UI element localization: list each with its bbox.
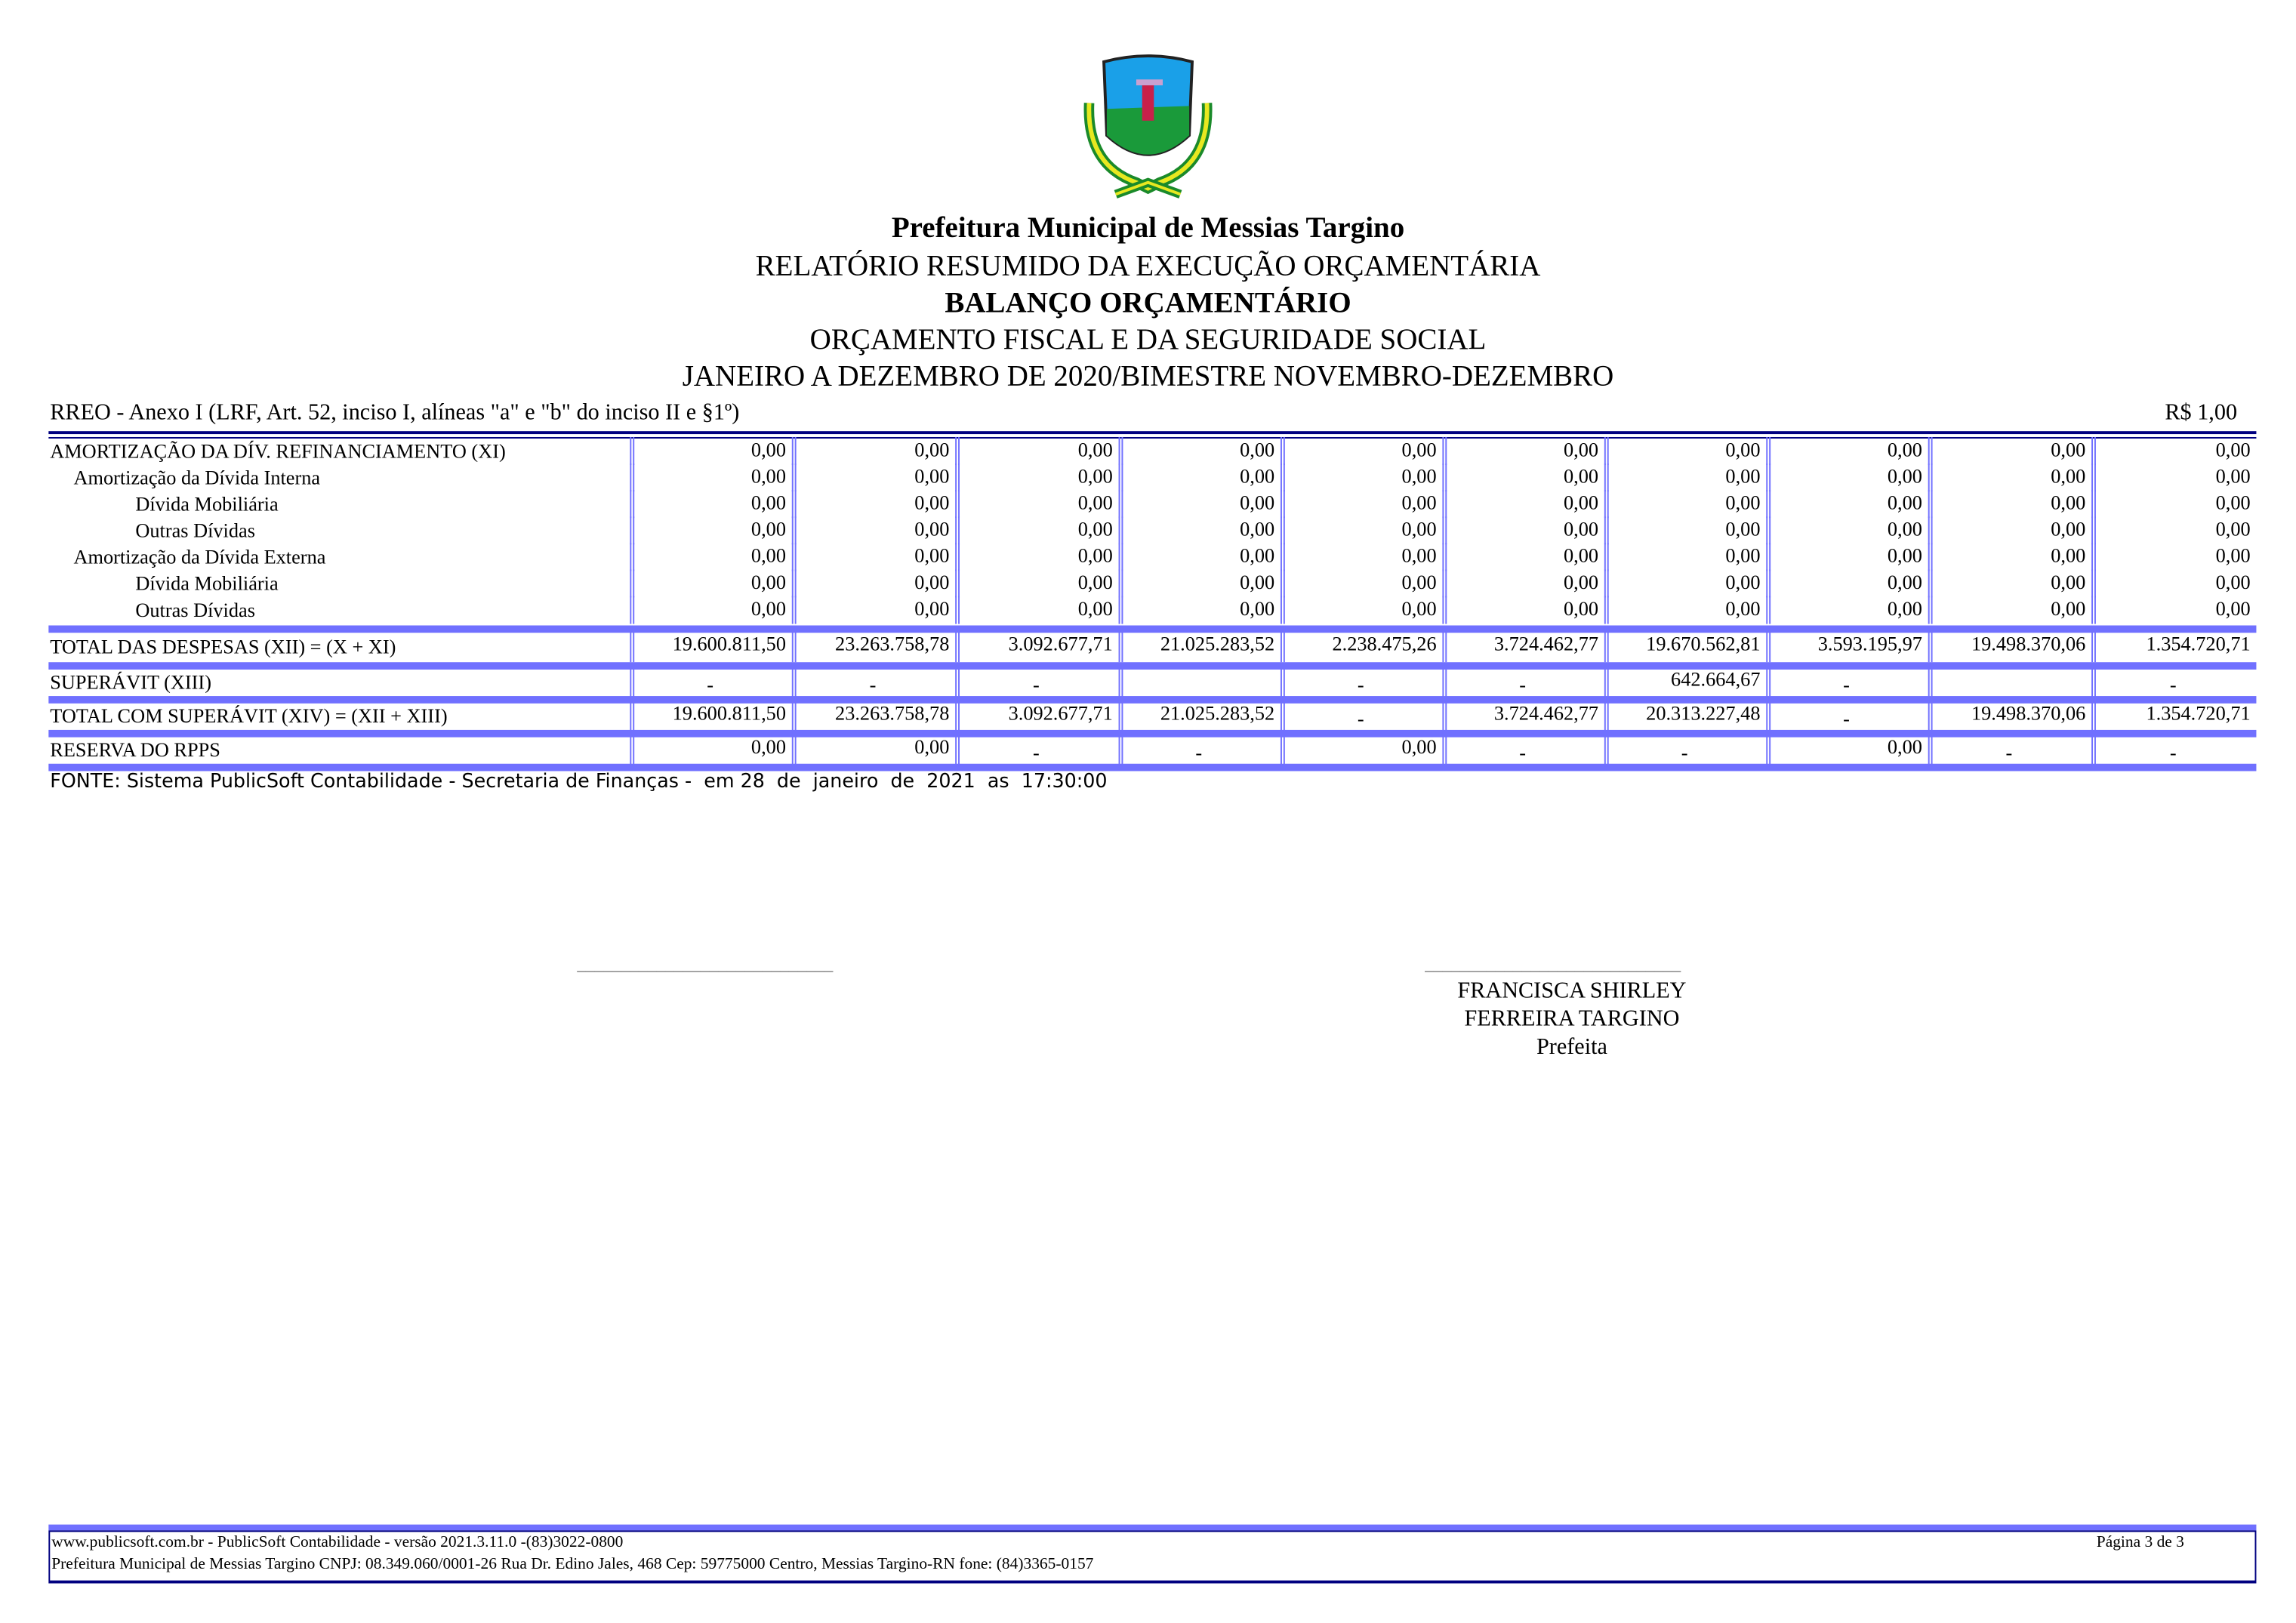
- value-cell: 0,00: [1119, 569, 1281, 597]
- footer-page-number: Página 3 de 3: [2096, 1533, 2184, 1551]
- signatory-role: Prefeita: [1536, 1034, 1607, 1060]
- value-cell: 0,00: [2091, 569, 2256, 597]
- value-cell: 0,00: [1766, 463, 1928, 491]
- value-cell: -: [1604, 735, 1766, 765]
- value-cell: 0,00: [1119, 596, 1281, 624]
- value-cell: 0,00: [2091, 516, 2256, 544]
- value-cell: 0,00: [1604, 543, 1766, 571]
- value-cell: 0,00: [1604, 437, 1766, 465]
- value-cell: 0,00: [1442, 543, 1604, 571]
- row-label: Outras Dívidas: [135, 519, 255, 542]
- value-cell: -: [792, 667, 955, 698]
- value-cell: 0,00: [1766, 735, 1928, 765]
- value-cell: -: [1928, 735, 2091, 765]
- value-cell: 0,00: [792, 569, 955, 597]
- value-cell: 0,00: [955, 596, 1118, 624]
- value-cell: -: [1281, 701, 1442, 731]
- value-cell: 0,00: [1119, 543, 1281, 571]
- value-cell: 19.498.370,06: [1928, 631, 2091, 662]
- value-cell: 0,00: [1119, 463, 1281, 491]
- value-cell: 0,00: [1766, 516, 1928, 544]
- value-cell: 0,00: [1928, 437, 2091, 465]
- footer-box: [48, 1530, 2256, 1583]
- value-cell: 0,00: [630, 569, 791, 597]
- value-cell: 0,00: [1604, 516, 1766, 544]
- value-cell: 3.724.462,77: [1442, 701, 1604, 731]
- value-cell: 0,00: [630, 516, 791, 544]
- row-label: Amortização da Dívida Externa: [73, 546, 326, 568]
- value-cell: 0,00: [1442, 516, 1604, 544]
- value-cell: 0,00: [1442, 437, 1604, 465]
- row-label: SUPERÁVIT (XIII): [50, 670, 211, 694]
- value-cell: [1119, 667, 1281, 698]
- row-label: RESERVA DO RPPS: [50, 738, 220, 761]
- value-cell: 0,00: [1442, 490, 1604, 518]
- value-cell: 0,00: [792, 437, 955, 465]
- value-cell: -: [630, 667, 791, 698]
- report-name: RELATÓRIO RESUMIDO DA EXECUÇÃO ORÇAMENTÁRIA: [755, 250, 1541, 283]
- value-cell: 0,00: [1119, 490, 1281, 518]
- value-cell: -: [1766, 701, 1928, 731]
- report-scope: ORÇAMENTO FISCAL E DA SEGURIDADE SOCIAL: [809, 323, 1487, 356]
- value-cell: 0,00: [1281, 490, 1442, 518]
- value-cell: 0,00: [955, 437, 1118, 465]
- signature-line-left: _____________________________: [577, 953, 834, 975]
- value-cell: 21.025.283,52: [1119, 701, 1281, 731]
- signature-line-right: _____________________________: [1425, 953, 1681, 975]
- value-cell: 0,00: [630, 490, 791, 518]
- row-label: TOTAL DAS DESPESAS (XII) = (X + XI): [50, 636, 396, 658]
- value-cell: 0,00: [1604, 596, 1766, 624]
- value-cell: 0,00: [1766, 569, 1928, 597]
- value-cell: 23.263.758,78: [792, 701, 955, 731]
- row-label: Dívida Mobiliária: [135, 572, 279, 595]
- value-cell: 0,00: [1281, 735, 1442, 765]
- value-cell: 20.313.227,48: [1604, 701, 1766, 731]
- signatory-name-line1: FRANCISCA SHIRLEY: [1457, 978, 1687, 1004]
- value-cell: 3.724.462,77: [1442, 631, 1604, 662]
- row-label: Dívida Mobiliária: [135, 493, 279, 516]
- footer-address: Prefeitura Municipal de Messias Targino CNPJ: 08.349.060/0001-26 Rua Dr. Edino Jales, 468 Cep: 59775000 Centro, Messias Targino-RN fone: (84)3365-0157: [51, 1555, 1094, 1573]
- value-cell: 0,00: [630, 463, 791, 491]
- value-cell: 642.664,67: [1604, 667, 1766, 698]
- source-note: FONTE: Sistema PublicSoft Contabilidade - Secretaria de Finanças - em 28 de janeiro de 2021 as 17:30:00: [50, 771, 1108, 793]
- value-cell: 3.593.195,97: [1766, 631, 1928, 662]
- value-cell: 0,00: [2091, 596, 2256, 624]
- value-cell: -: [1281, 667, 1442, 698]
- value-cell: 0,00: [955, 569, 1118, 597]
- value-cell: 0,00: [1604, 569, 1766, 597]
- value-cell: -: [955, 735, 1118, 765]
- value-cell: 0,00: [1928, 596, 2091, 624]
- value-cell: 0,00: [1928, 569, 2091, 597]
- value-cell: -: [1442, 667, 1604, 698]
- value-cell: 0,00: [1281, 596, 1442, 624]
- value-cell: 23.263.758,78: [792, 631, 955, 662]
- value-cell: 0,00: [955, 516, 1118, 544]
- value-cell: 0,00: [1442, 569, 1604, 597]
- value-cell: 19.600.811,50: [630, 631, 791, 662]
- value-cell: 0,00: [630, 543, 791, 571]
- value-cell: 0,00: [1928, 516, 2091, 544]
- value-cell: 0,00: [1766, 596, 1928, 624]
- value-cell: 0,00: [1766, 490, 1928, 518]
- value-cell: 0,00: [792, 490, 955, 518]
- value-cell: 0,00: [1119, 516, 1281, 544]
- value-cell: -: [2091, 667, 2256, 698]
- signatory-block: [1351, 977, 1793, 1061]
- value-cell: 0,00: [1928, 543, 2091, 571]
- value-cell: -: [1442, 735, 1604, 765]
- value-cell: 1.354.720,71: [2091, 701, 2256, 731]
- value-cell: 0,00: [1442, 463, 1604, 491]
- value-cell: 0,00: [2091, 463, 2256, 491]
- value-cell: 0,00: [792, 735, 955, 765]
- value-cell: 0,00: [630, 437, 791, 465]
- value-cell: 1.354.720,71: [2091, 631, 2256, 662]
- value-cell: 0,00: [792, 543, 955, 571]
- value-cell: 0,00: [792, 463, 955, 491]
- value-cell: 0,00: [1604, 490, 1766, 518]
- value-cell: 0,00: [955, 490, 1118, 518]
- value-cell: -: [1766, 667, 1928, 698]
- row-label: Amortização da Dívida Interna: [73, 466, 321, 489]
- value-cell: 0,00: [2091, 543, 2256, 571]
- value-cell: 0,00: [1281, 437, 1442, 465]
- value-cell: [1928, 667, 2091, 698]
- row-label: AMORTIZAÇÃO DA DÍV. REFINANCIAMENTO (XI): [50, 439, 506, 463]
- value-cell: 0,00: [1281, 543, 1442, 571]
- value-cell: 0,00: [2091, 490, 2256, 518]
- value-cell: -: [955, 667, 1118, 698]
- report-title: BALANÇO ORÇAMENTÁRIO: [945, 287, 1351, 320]
- value-cell: 0,00: [955, 463, 1118, 491]
- municipal-coat-of-arms-logo: [1077, 47, 1219, 206]
- value-cell: 0,00: [1766, 543, 1928, 571]
- value-cell: 3.092.677,71: [955, 701, 1118, 731]
- row-label: TOTAL COM SUPERÁVIT (XIV) = (XII + XIII): [50, 704, 448, 728]
- value-cell: 2.238.475,26: [1281, 631, 1442, 662]
- value-cell: 0,00: [1281, 463, 1442, 491]
- footer-top-rule: [48, 1525, 2256, 1531]
- value-cell: 0,00: [1928, 463, 2091, 491]
- value-cell: 19.498.370,06: [1928, 701, 2091, 731]
- entity-name: Prefeitura Municipal de Messias Targino: [891, 211, 1405, 245]
- value-cell: 0,00: [955, 543, 1118, 571]
- signatory-name-line2: FERREIRA TARGINO: [1464, 1006, 1680, 1032]
- value-cell: 0,00: [1928, 490, 2091, 518]
- value-cell: 0,00: [630, 596, 791, 624]
- value-cell: 0,00: [630, 735, 791, 765]
- value-cell: 19.670.562,81: [1604, 631, 1766, 662]
- report-period: JANEIRO A DEZEMBRO DE 2020/BIMESTRE NOVEMBRO-DEZEMBRO: [682, 360, 1614, 393]
- value-cell: 0,00: [2091, 437, 2256, 465]
- value-cell: 21.025.283,52: [1119, 631, 1281, 662]
- value-cell: 0,00: [1281, 516, 1442, 544]
- value-cell: 0,00: [792, 596, 955, 624]
- currency-unit: R$ 1,00: [2165, 400, 2238, 426]
- value-cell: 0,00: [1766, 437, 1928, 465]
- footer-software-info: www.publicsoft.com.br - PublicSoft Contabilidade - versão 2021.3.11.0 -(83)3022-0800: [51, 1533, 624, 1551]
- row-label: Outras Dívidas: [135, 599, 255, 621]
- annex-reference: RREO - Anexo I (LRF, Art. 52, inciso I, alíneas "a" e "b" do inciso II e §1º): [50, 400, 740, 426]
- value-cell: 19.600.811,50: [630, 701, 791, 731]
- value-cell: 0,00: [1604, 463, 1766, 491]
- value-cell: 0,00: [1281, 569, 1442, 597]
- value-cell: 0,00: [792, 516, 955, 544]
- value-cell: 3.092.677,71: [955, 631, 1118, 662]
- value-cell: -: [1119, 735, 1281, 765]
- value-cell: 0,00: [1442, 596, 1604, 624]
- value-cell: -: [2091, 735, 2256, 765]
- value-cell: 0,00: [1119, 437, 1281, 465]
